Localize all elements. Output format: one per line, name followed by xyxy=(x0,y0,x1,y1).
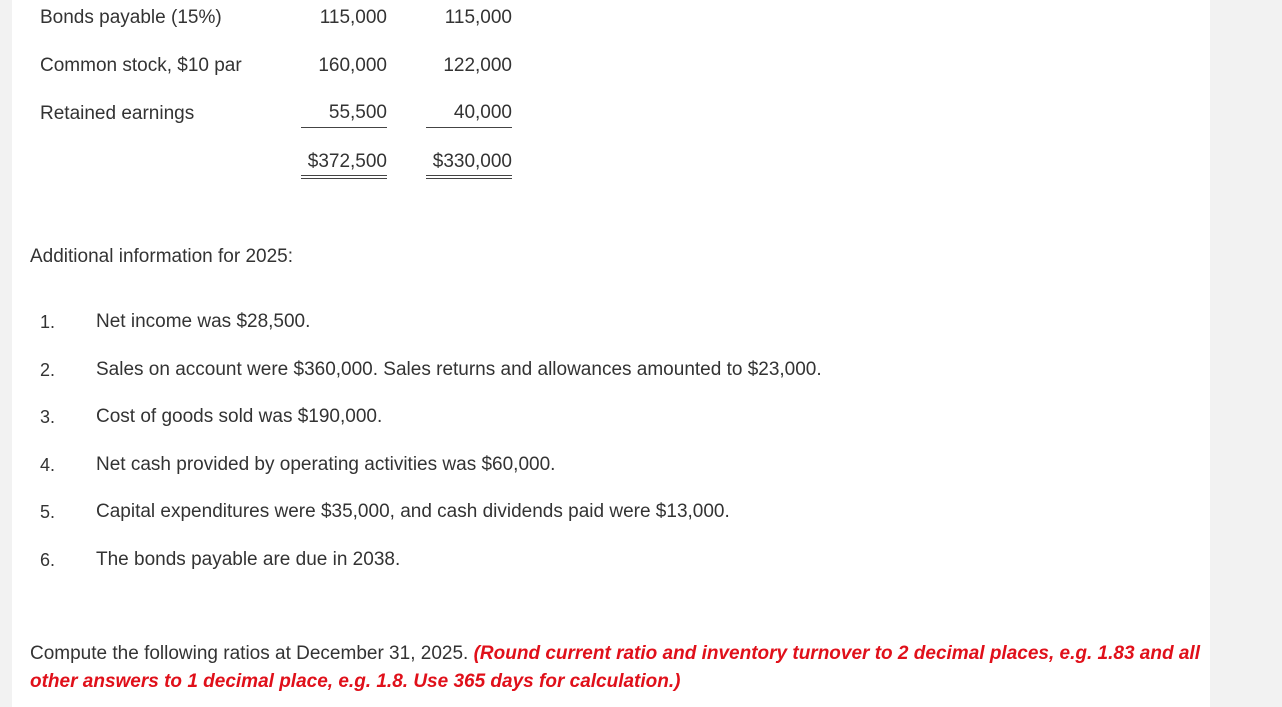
item-number: 6. xyxy=(40,550,56,570)
document-page xyxy=(12,0,1210,707)
instruction-text: Compute the following ratios at December 31, 2025. xyxy=(30,643,474,664)
row-label-common-stock: Common stock, $10 par xyxy=(40,55,242,76)
rounding-note: (Round current ratio and inventory turnover to 2 decimal places, e.g. 1.83 and all other answers to 1 decimal place, e.g. 1.8. Use 365 days for calculation.) xyxy=(30,643,1200,692)
total-col1: $372,500 xyxy=(301,151,387,179)
item-number: 2. xyxy=(40,360,56,380)
additional-info-heading: Additional information for 2025: xyxy=(30,246,293,267)
item-number: 4. xyxy=(40,455,56,475)
common-stock-col1: 160,000 xyxy=(318,55,387,76)
item-number: 3. xyxy=(40,407,56,427)
item-text: Cost of goods sold was $190,000. xyxy=(96,406,383,427)
item-text: Net income was $28,500. xyxy=(96,311,311,332)
retained-earnings-col2: 40,000 xyxy=(426,102,512,128)
item-text: Net cash provided by operating activities was $60,000. xyxy=(96,454,556,475)
row-label-retained-earnings: Retained earnings xyxy=(40,103,195,124)
item-number: 5. xyxy=(40,502,56,522)
bonds-payable-col2: 115,000 xyxy=(444,7,512,28)
item-text: The bonds payable are due in 2038. xyxy=(96,549,401,570)
item-text: Sales on account were $360,000. Sales returns and allowances amounted to $23,000. xyxy=(96,359,822,380)
item-number: 1. xyxy=(40,312,56,332)
item-text: Capital expenditures were $35,000, and cash dividends paid were $13,000. xyxy=(96,501,730,522)
retained-earnings-col1: 55,500 xyxy=(301,102,387,128)
instruction-paragraph xyxy=(30,640,1200,696)
row-label-bonds-payable: Bonds payable (15%) xyxy=(40,7,222,28)
bonds-payable-col1: 115,000 xyxy=(319,7,387,28)
total-col2: $330,000 xyxy=(426,151,512,179)
common-stock-col2: 122,000 xyxy=(443,55,512,76)
